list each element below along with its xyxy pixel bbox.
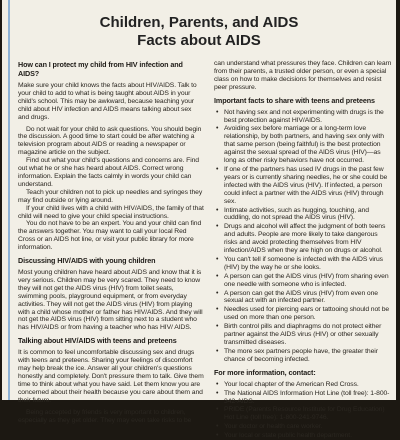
list-item: • The more sex partners people have, the greater their chance of becoming infected. (216, 347, 378, 363)
page-title: Children, Parents, and AIDS (99, 14, 299, 31)
section-heading-important-facts: Important facts to share with teens and preteens (214, 95, 375, 105)
margin-line (8, 0, 10, 400)
list-item: • Avoiding sex before marriage or a long-term love relationship, by both partners, and having sex only with that same person (being faithful) is the best protection against the sexual spread of the AIDS virus (HIV)—as long as other risky behaviors have not occurred. (216, 125, 384, 165)
paragraph: Teach your children not to pick up needles and syringes they may find outside or lying around. (18, 188, 203, 204)
list-item: • A person can get the AIDS virus (HIV) from sharing even one needle with someone who is infected. (216, 272, 389, 288)
list-item: • Birth control pills and diaphragms do not protect either partner against the AIDS virus (HIV) or other sexually transmitted diseases. (216, 323, 382, 346)
section-heading-more-info: For more information, contact: (214, 367, 316, 377)
bullet-icon: • (216, 223, 219, 231)
list-item: • Your local chapter of the American Red Cross. (216, 380, 359, 388)
bullet-icon: • (216, 108, 219, 116)
list-item: • PRIDE (Parents Resource Institute for Drug Education) Hot Line (toll free): 1-800-241-9746. (216, 406, 385, 422)
paragraph: Make sure your child knows the facts about HIV/AIDS. Talk to your child to add to what is being taught about AIDS in your child's school. This may be awkward, because teaching your child about HIV infection and AIDS means talking about sex and drugs. (18, 82, 197, 121)
list-item: • Drugs and alcohol will affect the judgment of both teens and adults. People are more likely to take dangerous risks and avoid protecting themselves from HIV infection/AIDS when they are high on drugs or alcohol. (216, 223, 386, 255)
bullet-icon: • (216, 125, 219, 133)
list-item: • You can't tell if someone is infected with the AIDS virus (HIV) by the way he or she looks. (216, 255, 383, 271)
list-item: • Not having sex and not experimenting with drugs is the best protection against HIV/AIDS. (216, 108, 384, 124)
list-item: • Your local or state public health department. (216, 432, 352, 440)
document-page (2, 0, 396, 440)
paragraph: Find out what your child's questions and concerns are. Find out what he or she has heard about AIDS. Correct wrong information. Explain the facts calmly in words your child can understand. (18, 157, 199, 188)
page-subtitle: Facts about AIDS (137, 32, 261, 49)
contacts-list (214, 381, 392, 440)
bullet-icon: • (216, 432, 219, 440)
paragraph: Do not wait for your child to ask questions. You should begin the discussion. A good time to start could be after watching a television program about AIDS or reading a newspaper or magazine article on the subject. (18, 125, 202, 157)
section-heading-young-children: Discussing HIV/AIDS with young children (18, 256, 156, 266)
right-column (214, 60, 392, 440)
bullet-icon: • (216, 255, 219, 263)
bullet-icon: • (216, 272, 219, 280)
paragraph: It is common to feel uncomfortable discussing sex and drugs with teens and preteens. Sharing your feelings of discomfort may help break the ice. Answer all your children's questions honestly and completely. Don't pressure them to talk. Give them time to think about what you have said. Let them know you are concerned about their health because you care about them and their future. (18, 349, 204, 404)
bullet-icon: • (216, 206, 219, 214)
section-heading-protect: How can I protect my child from HIV infection and AIDS? (18, 60, 183, 78)
list-item: • A person can get the AIDS virus (HIV) from even one sexual act with an infected partner. (216, 289, 378, 305)
bullet-icon: • (216, 406, 219, 414)
list-item: • If one of the partners has used IV drugs in the past few years or is currently sharing needles, he or she could be infected with the AIDS virus (HIV). If infected, a person could infect a partner with the AIDS virus (HIV) through sex. (216, 165, 388, 205)
paragraph: Being accepted by friends is very important to children, especially as they get older. They may even take risks to be (18, 408, 192, 424)
left-column (18, 60, 204, 424)
list-item: • The National AIDS Information Hot Line (toll free): 1-800-342-AIDS. (216, 389, 390, 405)
bullet-icon: • (216, 423, 219, 431)
bullet-icon: • (216, 289, 219, 297)
paragraph: Most young children have heard about AIDS and know that it is very serious. Children may be very scared. They need to know they will not get the AIDS virus (HIV) from toilet seats, swimming pools, playground equipment, or from everyday activities. They will not get the AIDS virus (HIV) from playing with a child whose mother or father has HIV/AIDS. And they will not get the AIDS virus (HIV) from sitting next to a student who has HIV/AIDS or from having a teacher who has HIV/ AIDS. (18, 269, 203, 332)
paragraph: If your child lives with a child with HIV/AIDS, the family of that child will need to give your child special instructions. (18, 204, 204, 220)
paragraph: You do not have to be an expert. You and your child can find the answers together. You may want to call your local Red Cross or an AIDS hot line, or visit your public library for more information. (18, 220, 202, 252)
list-item: • Intimate activities, such as hugging, touching, and cuddling, do not spread the AIDS virus (HIV). (216, 206, 369, 222)
bullet-icon: • (216, 323, 219, 331)
list-item: • Your doctor or health care worker. (216, 423, 323, 431)
bullet-icon: • (216, 306, 219, 314)
section-heading-teens: Talking about HIV/AIDS with teens and preteens (18, 336, 177, 346)
bullet-icon: • (216, 389, 219, 397)
bullet-icon: • (216, 347, 219, 355)
bullet-icon: • (216, 380, 219, 388)
list-item: • Needles used for piercing ears or tattooing should not be used on more than one person. (216, 306, 390, 322)
paragraph: can understand what pressures they face. Children can learn from their parents, a trusted older person, or even a special class on how to make decisions for themselves and resist peer pressure. (214, 60, 392, 91)
bullet-icon: • (216, 165, 219, 173)
facts-list (214, 109, 392, 364)
